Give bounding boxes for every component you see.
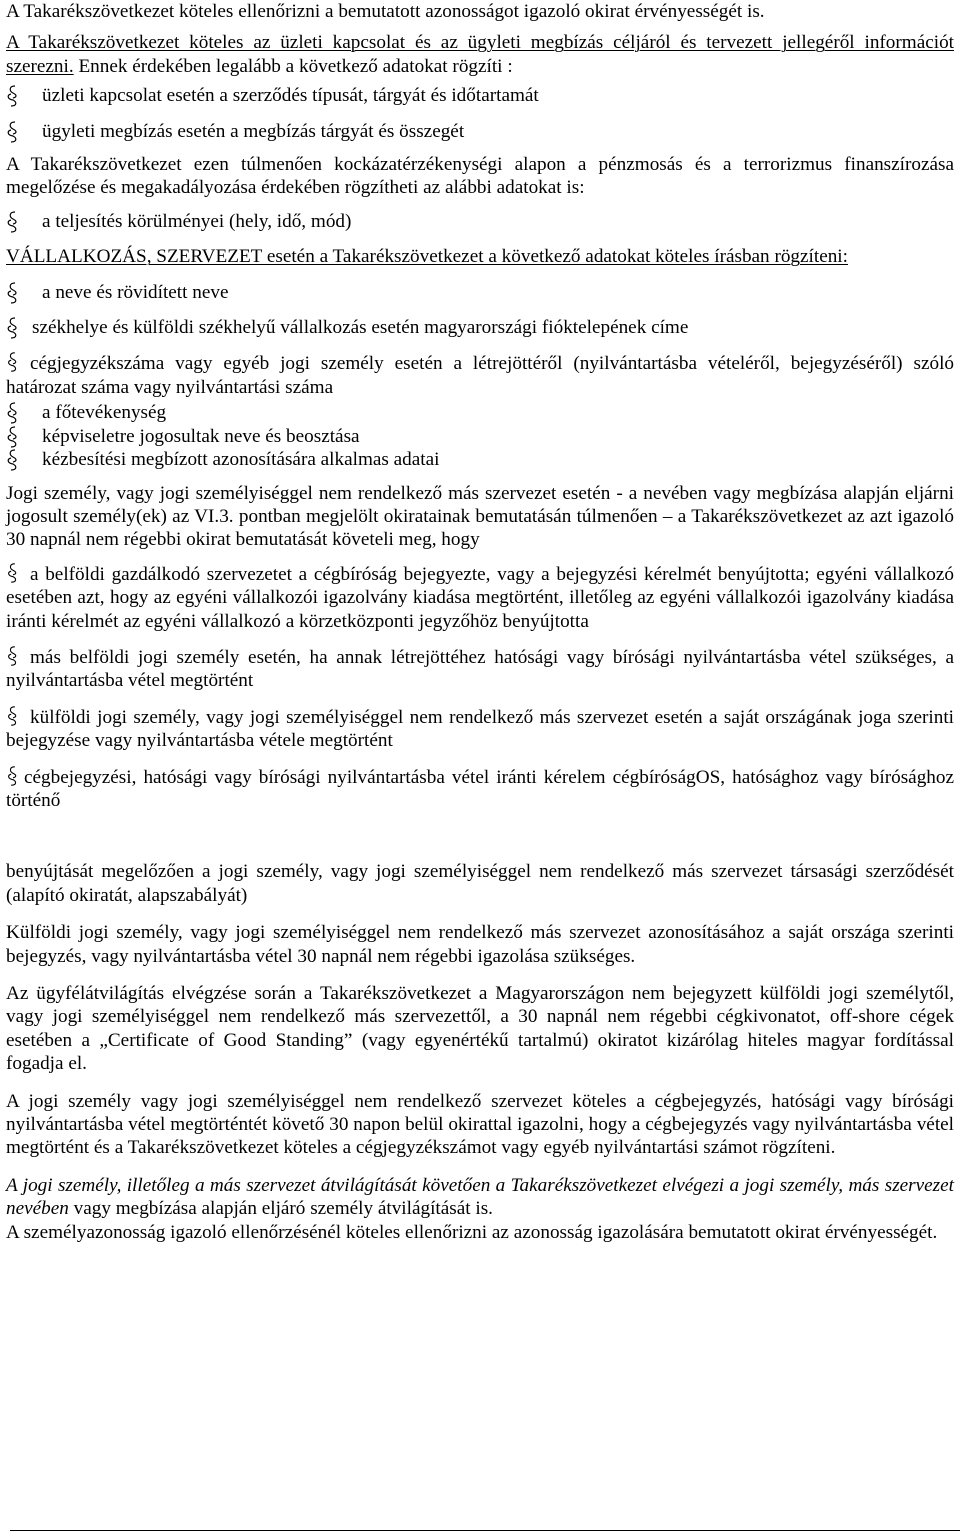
list-item-text: külföldi jogi személy, vagy jogi személyiséggel nem rendelkező más szervezet esetén a saját országának joga szerinti bejegyzése vagy nyilvántartásba vétele megtörtént bbox=[6, 706, 954, 752]
section-mark-icon bbox=[6, 281, 20, 304]
list-item-text: cégbejegyzési, hatósági vagy bírósági nyilvántartásba vétel iránti kérelem cégbíróságOS, hatósághoz vagy bírósághoz történő bbox=[6, 766, 954, 811]
paragraph: Jogi személy, vagy jogi személyiséggel nem rendelkező más szervezet esetén - a nevében vagy megbízása alapján eljárni jogosult személy(ek) az VI.3. pontban megjelölt okiratainak bemutatásán túlmenően – a Takarékszövetkezet az azt igazoló 30 napnál nem régebbi okirat bemutatását követeli meg, hogy bbox=[6, 482, 954, 551]
list-item-text: más belföldi jogi személy esetén, ha annak létrejöttéhez hatósági vagy bírósági nyilvántartásba vétel szükséges, a nyilvántartásba vétel megtörtént bbox=[6, 646, 954, 692]
list-item bbox=[6, 316, 954, 339]
section-mark-icon bbox=[6, 210, 20, 233]
list-item-text: a neve és rövidített neve bbox=[42, 281, 229, 303]
list-item-text: üzleti kapcsolat esetén a szerződés típusát, tárgyát és időtartamát bbox=[42, 85, 539, 107]
paragraph-text: vagy megbízása alapján eljáró személy átvilágítását is. bbox=[68, 1198, 493, 1220]
section-mark-icon bbox=[6, 705, 20, 725]
list-item-text: a belföldi gazdálkodó szervezetet a cégbíróság bejegyezte, vagy a bejegyzési kérelmét benyújtotta; egyéni vállalkozó esetében azt, hogy az egyéni vállalkozói igazolvány kiadása megtörtént, illetőleg az egyéni vállalkozói igazolvány kiadása iránti kérelmét az egyéni vállalkozó a körzetközponti jegyzőhöz benyújtotta bbox=[6, 563, 954, 632]
document-page bbox=[6, 0, 954, 1244]
list-item-text: képviseletre jogosultak neve és beosztása bbox=[42, 425, 360, 447]
list-item bbox=[6, 562, 954, 633]
paragraph: Az ügyfélátvilágítás elvégzése során a Takarékszövetkezet a Magyarországon nem bejegyzett külföldi jogi személytől, vagy jogi személyiséggel nem rendelkező más szervezettől, a 30 napnál nem régebbi cégkivonatot, off-shore cégek esetében a „Certificate of Good Standing” (vagy egyenértékű tartalmú) okiratot kizárólag hiteles magyar fordítással fogadja el. bbox=[6, 983, 954, 1075]
section-mark-icon bbox=[6, 562, 20, 582]
list-item-text: székhelye és külföldi székhelyű vállalkozás esetén magyarországi fióktelepének címe bbox=[32, 317, 689, 339]
list-item bbox=[6, 425, 954, 448]
list-item-text: ügyleti megbízás esetén a megbízás tárgyát és összegét bbox=[42, 120, 465, 142]
list-item-text: cégjegyzékszáma vagy egyéb jogi személy esetén a létrejöttéről (nyilvántartásba vételéről, bejegyzéséről) szóló határozat száma vagy nyilvántartási száma bbox=[6, 353, 954, 398]
list-item bbox=[6, 120, 954, 143]
list-item bbox=[6, 645, 954, 693]
list-item bbox=[6, 448, 954, 471]
list-item bbox=[6, 281, 954, 304]
section-mark-icon bbox=[6, 401, 20, 424]
paragraph: A Takarékszövetkezet köteles ellenőrizni a bemutatott azonosságot igazoló okirat érvényességét is. bbox=[6, 1, 765, 22]
underlined-text: A Takarékszövetkezet köteles az üzleti kapcsolat és az ügyleti megbízás céljáról és tervezett jellegéről információt szerezni. bbox=[6, 32, 954, 77]
section-mark-icon bbox=[6, 351, 20, 371]
list-item bbox=[6, 705, 954, 753]
section-mark-icon bbox=[6, 765, 20, 785]
paragraph: Külföldi jogi személy, vagy jogi személyiséggel nem rendelkező más szervezet azonosításához a saját országa szerinti bejegyzés, vagy nyilvántartásba vétel 30 napnál nem régebbi igazolása szükséges. bbox=[6, 922, 954, 967]
section-mark-icon bbox=[6, 84, 20, 107]
footer-divider bbox=[10, 1530, 960, 1531]
italic-text: A jogi személy, illetőleg a más szervezet átvilágítását követően a Takarékszövetkezet elvégezi a jogi személy, más szervezet nevében bbox=[6, 1174, 954, 1220]
list-item bbox=[6, 84, 954, 107]
list-item bbox=[6, 401, 954, 424]
section-mark-icon bbox=[6, 120, 20, 143]
paragraph: benyújtását megelőzően a jogi személy, vagy jogi személyiséggel nem rendelkező más szervezet társasági szerződését (alapító okiratát, alapszabályát) bbox=[6, 861, 954, 906]
paragraph-text: Ennek érdekében legalább a következő adatokat rögzíti : bbox=[73, 55, 513, 77]
list-item bbox=[6, 351, 954, 399]
list-item bbox=[6, 765, 954, 813]
paragraph: A személyazonosság igazoló ellenőrzésénél köteles ellenőrizni az azonosság igazolására bemutatott okirat érvényességét. bbox=[6, 1221, 938, 1243]
section-mark-icon bbox=[6, 425, 20, 448]
section-mark-icon bbox=[6, 448, 20, 471]
paragraph: A jogi személy vagy jogi személyiséggel nem rendelkező szervezet köteles a cégbejegyzés, hatósági vagy bírósági nyilvántartásba vétel megtörténtét követő 30 napon belül okirattal igazolni, hogy a cégbejegyzés vagy nyilvántartásba vétel megtörtént és a Takarékszövetkezet köteles a cégjegyzékszámot vagy egyéb nyilvántartási számot rögzíteni. bbox=[6, 1090, 954, 1159]
paragraph bbox=[6, 1174, 954, 1221]
paragraph bbox=[6, 31, 954, 78]
section-mark-icon bbox=[6, 316, 20, 339]
list-item-text: a főtevékenység bbox=[42, 402, 167, 424]
list-item-text: kézbesítési megbízott azonosítására alkalmas adatai bbox=[42, 449, 440, 471]
section-mark-icon bbox=[6, 645, 20, 665]
paragraph: A Takarékszövetkezet ezen túlmenően kockázatérzékenységi alapon a pénzmosás és a terrorizmus finanszírozása megelőzése és megakadályozása érdekében rögzítheti az alábbi adatokat is: bbox=[6, 154, 954, 199]
paragraph-underlined: VÁLLALKOZÁS, SZERVEZET esetén a Takarékszövetkezet a következő adatokat köteles írásban rögzíteni: bbox=[6, 246, 848, 268]
list-item-text: a teljesítés körülményei (hely, idő, mód) bbox=[42, 210, 352, 232]
list-item bbox=[6, 210, 954, 233]
